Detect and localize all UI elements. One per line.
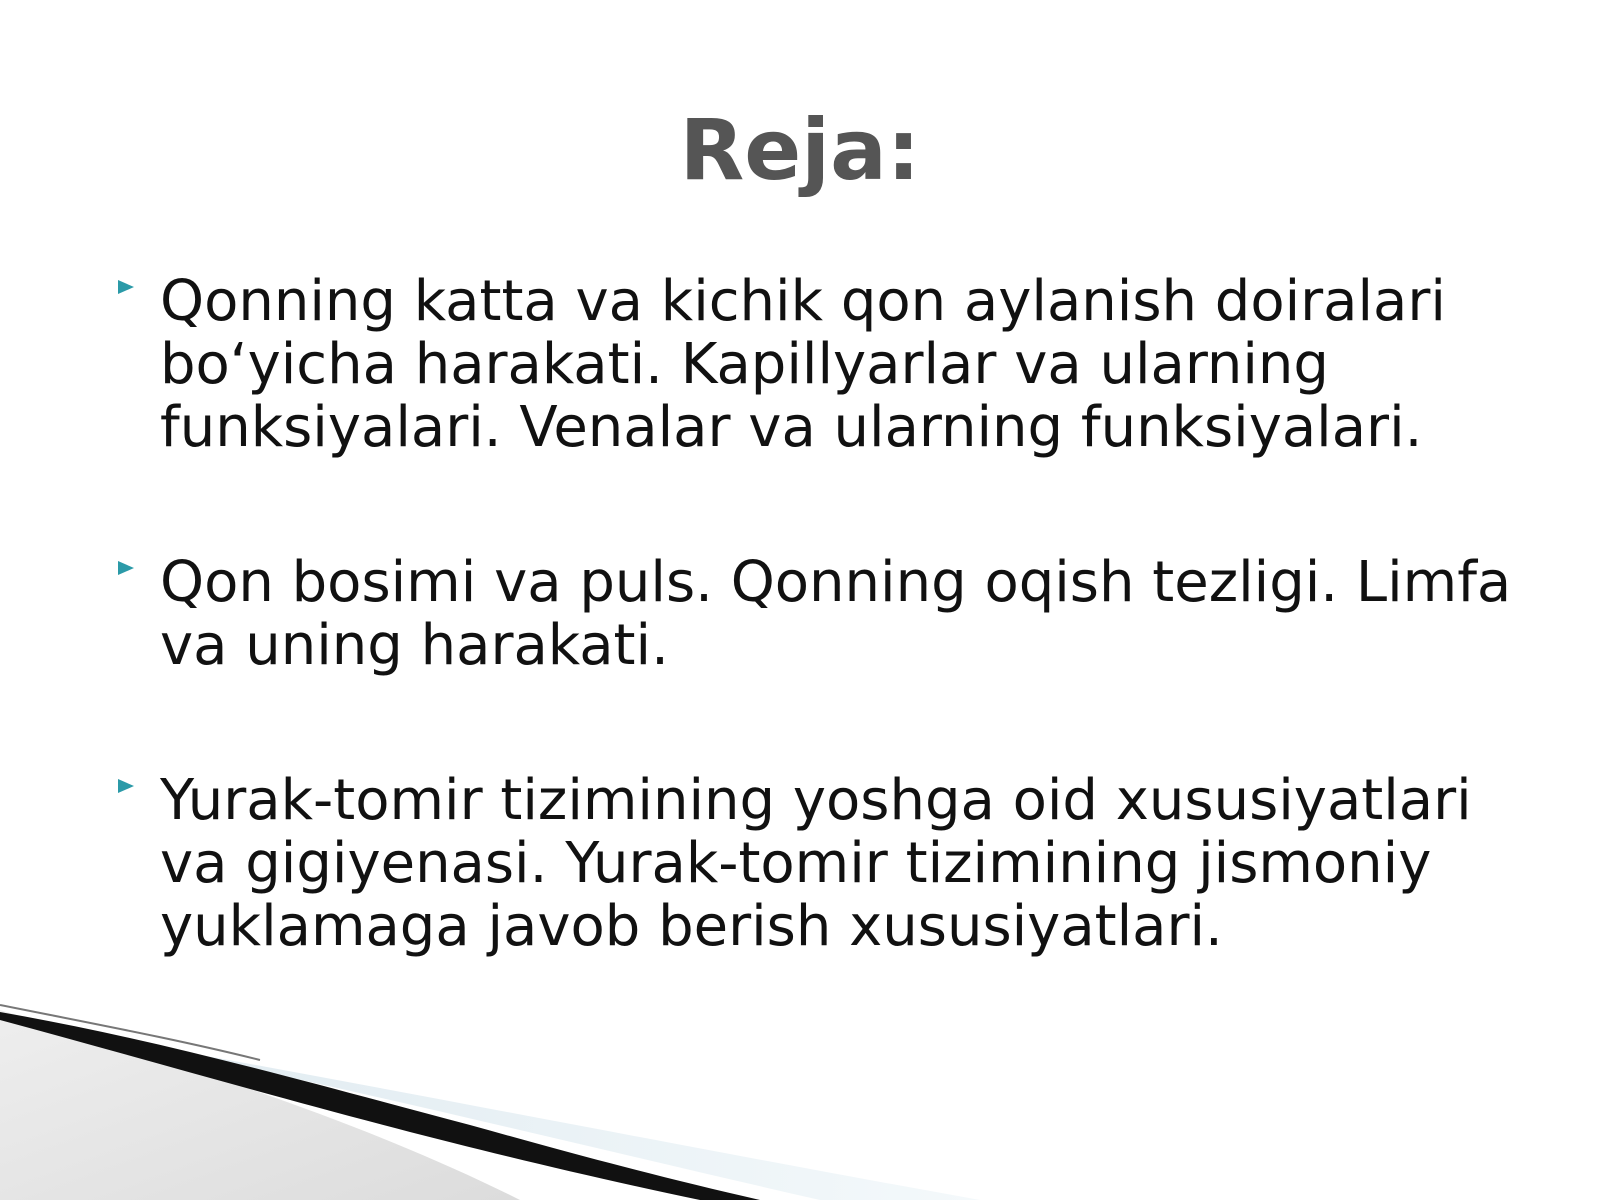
bullet-item-1 xyxy=(118,270,1538,459)
swoosh-light-band xyxy=(90,1035,980,1200)
triangle-bullet-icon xyxy=(118,779,134,793)
triangle-bullet-icon xyxy=(118,561,134,575)
swoosh-dark-stroke xyxy=(0,1012,760,1200)
bullet-item-3 xyxy=(118,769,1538,958)
swoosh-gray-area xyxy=(0,1010,520,1200)
bullet-item-2 xyxy=(118,551,1538,677)
slide-title: Reja: xyxy=(679,101,921,199)
triangle-bullet-icon xyxy=(118,280,134,294)
bullet-list xyxy=(118,270,1538,958)
bullet-text-1: Qonning katta va kichik qon aylanish doiralari bo‘yicha harakati. Kapillyarlar va ularning funksiyalari. Venalar va ularning funksiyalari. xyxy=(160,269,1446,460)
bullet-text-3: Yurak-tomir tizimining yoshga oid xususiyatlari va gigiyenasi. Yurak-tomir tizimining jismoniy yuklamaga javob berish xususiyatlari. xyxy=(160,768,1472,959)
bullet-text-2: Qon bosimi va puls. Qonning oqish tezligi. Limfa va uning harakati. xyxy=(160,550,1512,678)
swoosh-thin-line xyxy=(0,1005,260,1060)
